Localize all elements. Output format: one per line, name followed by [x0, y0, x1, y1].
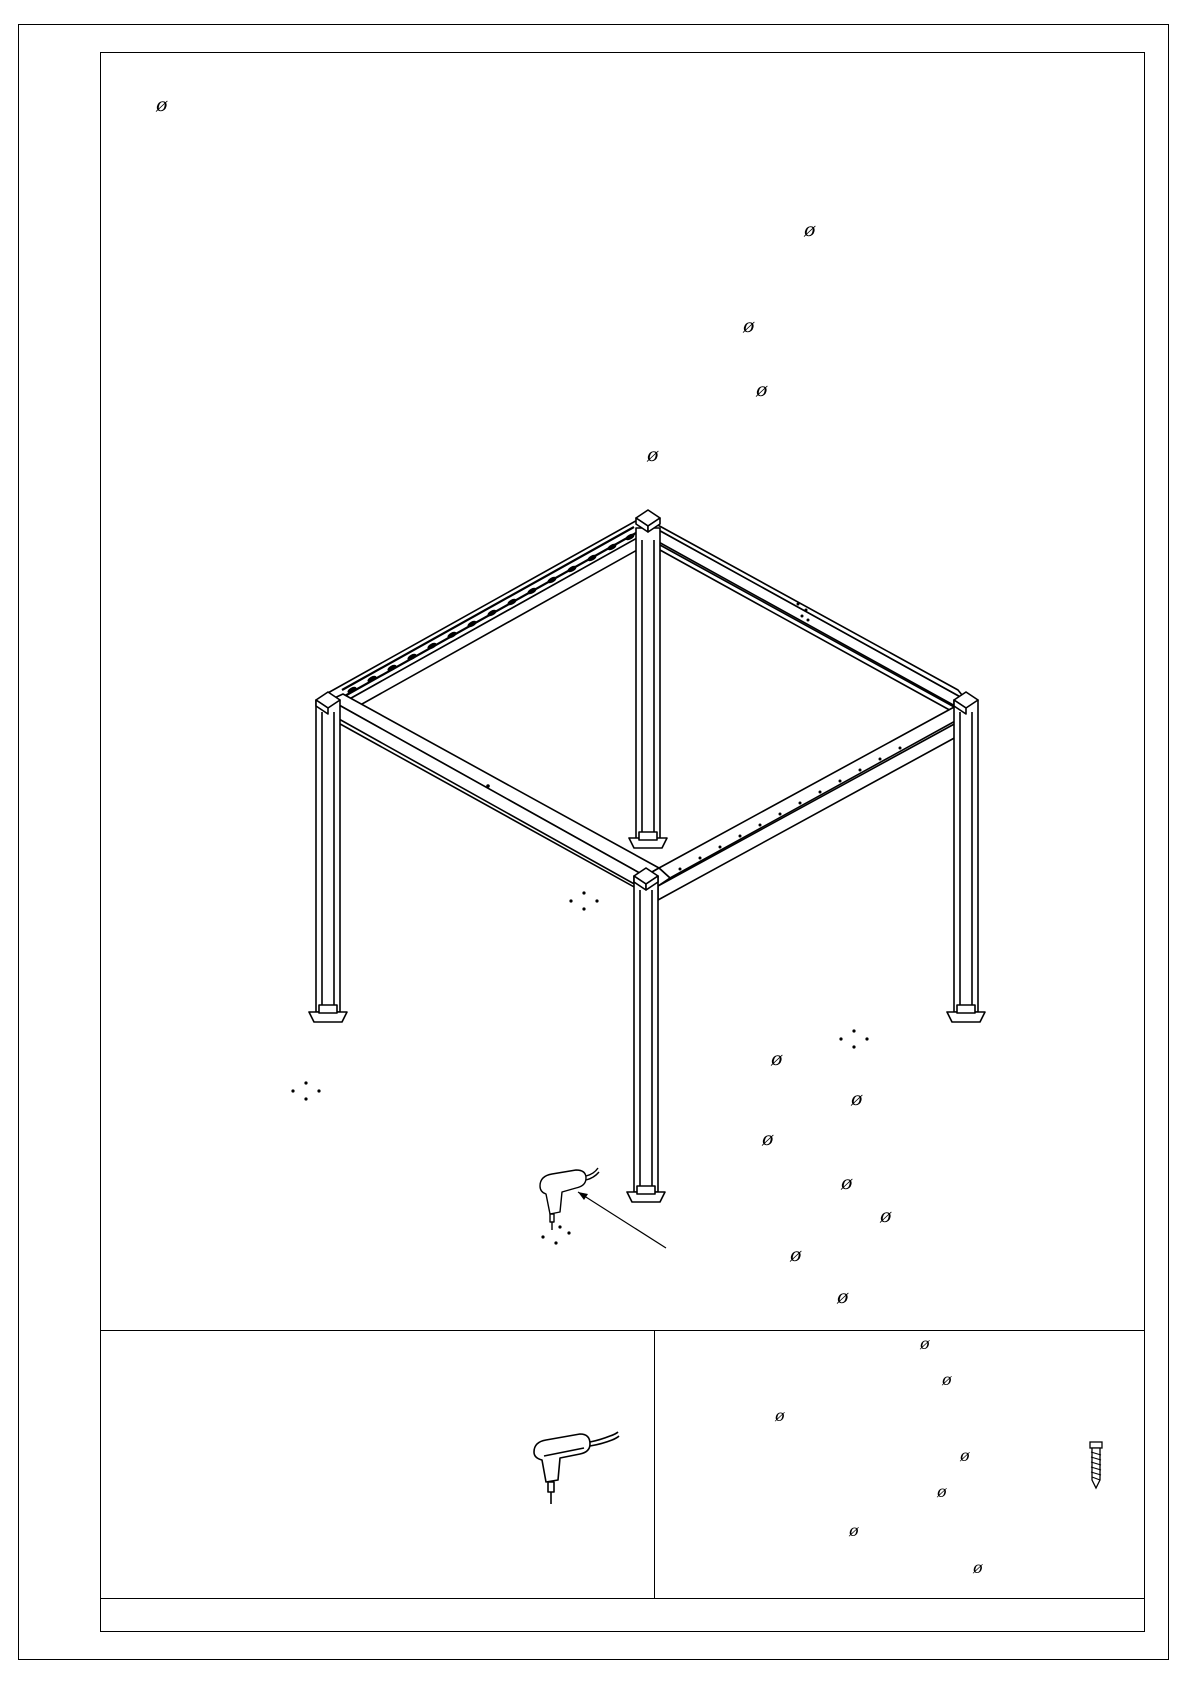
- diameter-symbol: ø: [837, 1286, 849, 1308]
- diameter-symbol: ø: [756, 379, 768, 401]
- diameter-symbol: ø: [647, 444, 659, 466]
- diameter-symbol: ø: [762, 1128, 774, 1150]
- hole-pattern-icon: [568, 890, 602, 914]
- diameter-symbol: ø: [841, 1172, 853, 1194]
- hole-pattern-icon: [290, 1080, 324, 1104]
- diameter-symbol: ø: [920, 1334, 930, 1353]
- diameter-symbol: ø: [849, 1521, 859, 1540]
- diameter-symbol: ø: [775, 1406, 785, 1425]
- electric-drill-icon: [536, 1166, 670, 1252]
- diameter-symbol: ø: [804, 219, 816, 241]
- diameter-symbol: ø: [156, 94, 168, 116]
- diameter-symbol: ø: [880, 1205, 892, 1227]
- diameter-symbol: ø: [937, 1482, 947, 1501]
- anchor-bolt-icon: [1086, 1440, 1106, 1490]
- diameter-symbol: ø: [743, 315, 755, 337]
- electric-drill-icon: [530, 1430, 620, 1512]
- hole-pattern-icon: [838, 1028, 872, 1052]
- diameter-symbol: ø: [851, 1088, 863, 1110]
- diameter-symbol: ø: [771, 1048, 783, 1070]
- diameter-symbol: ø: [960, 1446, 970, 1465]
- diameter-symbol: ø: [942, 1370, 952, 1389]
- diameter-symbol: ø: [973, 1558, 983, 1577]
- diameter-symbol: ø: [790, 1244, 802, 1266]
